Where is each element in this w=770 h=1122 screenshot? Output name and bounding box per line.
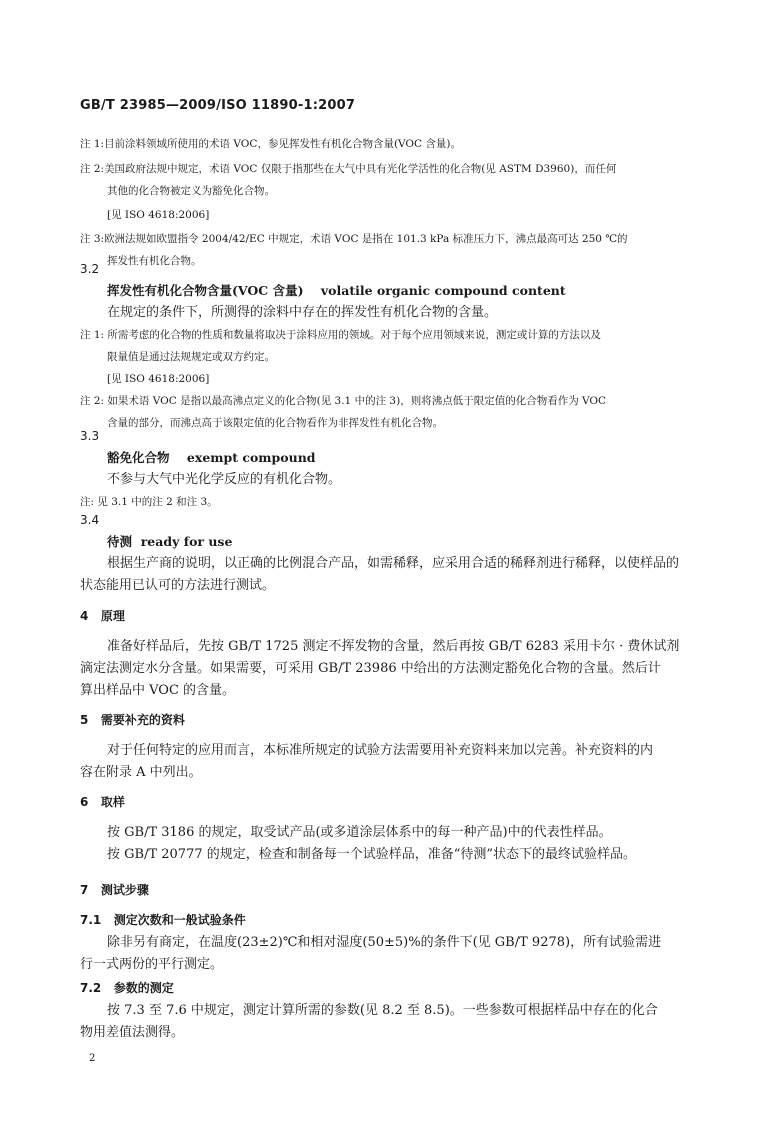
section-title: 6 取样 bbox=[80, 795, 125, 809]
section-number: 3.4 bbox=[80, 513, 100, 527]
section-number: 3.2 bbox=[80, 262, 100, 276]
notes-3-1 bbox=[80, 133, 692, 272]
paragraph-line-1: 按 GB/T 3186 的规定，取受试产品(或多道涂层体系中的每一种产品)中的代表性样品。 bbox=[107, 825, 612, 840]
note-1: 注 1: 所需考虑的化合物的性质和数量将取决于涂料应用的领域。对于每个应用领域来说，测定或计算的方法以及 bbox=[80, 329, 601, 341]
paragraph-line-3: 算出样品中 VOC 的含量。 bbox=[80, 683, 236, 698]
section-title: 4 原理 bbox=[80, 609, 125, 623]
subsection-7-2-title: 7.2 参数的测定 bbox=[80, 981, 174, 995]
term-definition-line-1: 根据生产商的说明，以正确的比例混合产品，如需稀释，应采用合适的稀释剂进行稀释，以使样品的 bbox=[107, 556, 680, 571]
section-3-4 bbox=[80, 509, 692, 597]
term-title: 豁免化合物 exempt compound bbox=[107, 450, 316, 465]
section-4 bbox=[80, 604, 692, 702]
note-1: 注 1:目前涂料领域所使用的术语 VOC，参见挥发性有机化合物含量(VOC 含量)。 bbox=[80, 138, 462, 150]
page-number: 2 bbox=[89, 1053, 96, 1064]
note-2: 注 2:美国政府法规中规定，术语 VOC 仅限于指那些在大气中具有光化学活性的化合物(见 ASTM D3960)，而任何 bbox=[80, 163, 617, 175]
note-2-cont: 其他的化合物被定义为豁免化合物。 bbox=[107, 185, 275, 197]
term-title: 待测 ready for use bbox=[107, 534, 233, 549]
paragraph-line-1: 准备好样品后，先按 GB/T 1725 测定不挥发物的含量，然后再按 GB/T 6283 采用卡尔 · 费休试剂 bbox=[107, 639, 680, 654]
section-number: 3.3 bbox=[80, 429, 100, 443]
paragraph-line-1: 对于任何特定的应用而言，本标准所规定的试验方法需要用补充资料来加以完善。补充资料的内 bbox=[107, 743, 654, 758]
paragraph-7-1-line-2: 行一式两份的平行测定。 bbox=[80, 957, 224, 972]
note-3-cont: 挥发性有机化合物。 bbox=[107, 255, 202, 267]
note-2-cont: 含量的部分，而沸点高于该限定值的化合物看作为非挥发性有机化合物。 bbox=[107, 417, 443, 429]
note-1-cont: 限量值是通过法规规定或双方约定。 bbox=[107, 351, 275, 363]
standard-header: GB/T 23985—2009/ISO 11890-1:2007 bbox=[80, 98, 356, 113]
term-definition: 不参与大气中光化学反应的有机化合物。 bbox=[107, 472, 342, 487]
section-3-2 bbox=[80, 258, 692, 434]
paragraph-line-2: 容在附录 A 中列出。 bbox=[80, 765, 202, 780]
paragraph-line-2: 按 GB/T 20777 的规定，检查和制备每一个试验样品，准备“待测”状态下的最终试验样品。 bbox=[107, 847, 637, 862]
section-title: 5 需要补充的资料 bbox=[80, 713, 185, 727]
term-title: 挥发性有机化合物含量(VOC 含量) volatile organic compound content bbox=[107, 283, 566, 298]
term-definition: 在规定的条件下，所测得的涂料中存在的挥发性有机化合物的含量。 bbox=[107, 305, 498, 320]
paragraph-line-2: 滴定法测定水分含量。如果需要，可采用 GB/T 23986 中给出的方法测定豁免化合物的含量。然后计 bbox=[80, 661, 661, 676]
paragraph-7-2-line-1: 按 7.3 至 7.6 中规定，测定计算所需的参数(见 8.2 至 8.5)。一些参数可根据样品中存在的化合 bbox=[107, 1003, 658, 1018]
section-7 bbox=[80, 878, 692, 1044]
section-5 bbox=[80, 708, 692, 784]
note: 注: 见 3.1 中的注 2 和注 3。 bbox=[80, 496, 218, 508]
subsection-7-1-title: 7.1 测定次数和一般试验条件 bbox=[80, 913, 246, 927]
note-ref: [见 ISO 4618:2006] bbox=[107, 373, 210, 385]
section-3-3 bbox=[80, 425, 692, 513]
paragraph-7-2-line-2: 物用差值法测得。 bbox=[80, 1025, 185, 1040]
note-2: 注 2: 如果术语 VOC 是指以最高沸点定义的化合物(见 3.1 中的注 3)，则将沸点低于限定值的化合物看作为 VOC bbox=[80, 395, 607, 407]
section-6 bbox=[80, 790, 692, 866]
note-3: 注 3:欧洲法规如欧盟指令 2004/42/EC 中规定，术语 VOC 是指在 101.3 kPa 标准压力下，沸点最高可达 250 ℃的 bbox=[80, 233, 628, 245]
note-2-ref: [见 ISO 4618:2006] bbox=[107, 209, 210, 221]
paragraph-7-1-line-1: 除非另有商定，在温度(23±2)℃和相对湿度(50±5)%的条件下(见 GB/T 9278)，所有试验需进 bbox=[107, 935, 662, 950]
term-definition-line-2: 状态能用已认可的方法进行测试。 bbox=[80, 578, 276, 593]
section-title: 7 测试步骤 bbox=[80, 883, 149, 897]
